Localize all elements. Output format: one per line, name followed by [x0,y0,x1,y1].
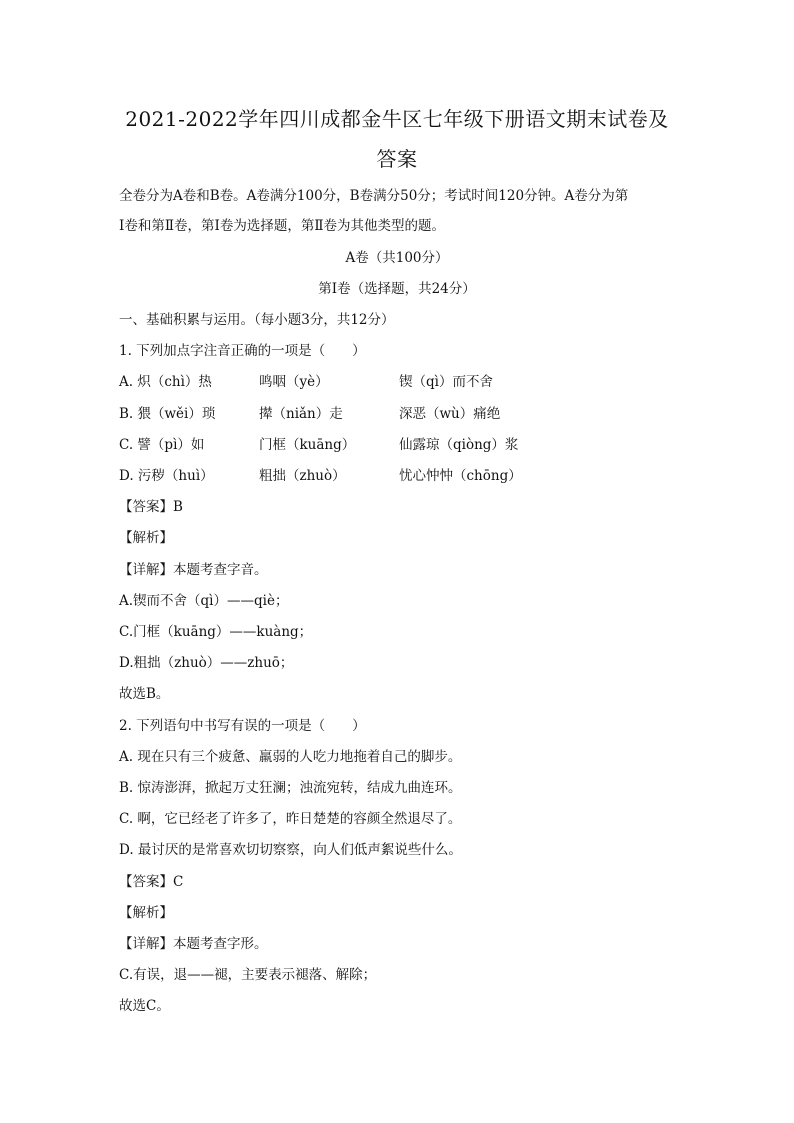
q2-note-c: C.有误，退——褪，主要表示褪落、解除； [119,967,377,983]
q1-note-c: C.门框（kuāng）——kuàng； [119,624,313,640]
q2-answer: 【答案】C [119,874,184,890]
page-title-line2: 答案 [376,147,418,171]
q1-conclusion: 故选B。 [119,686,170,702]
q1-option-d-item1: D. 污秽（huì） [119,468,214,484]
q1-option-b-item3: 深恶（wù）痛绝 [399,406,501,422]
q1-option-b-item1: B. 猥（wěi）琐 [119,406,216,422]
q1-option-d-item2: 粗拙（zhuò） [259,468,346,484]
q1-detail: 【详解】本题考查字音。 [119,562,268,578]
q1-option-d-item3: 忧心忡忡（chōng） [399,468,522,484]
q1-option-c-item2: 门框（kuāng） [259,437,356,453]
q2-detail: 【详解】本题考查字形。 [119,936,268,952]
q2-option-b: B. 惊涛澎湃，掀起万丈狂澜；浊流宛转，结成九曲连环。 [119,780,462,796]
q2-option-d: D. 最讨厌的是常喜欢切切察察，向人们低声絮说些什么。 [119,842,462,858]
page-title-line1: 2021-2022学年四川成都金牛区七年级下册语文期末试卷及 [125,107,669,131]
q1-option-a-item3: 锲（qì）而不舍 [399,374,493,390]
q1-option-c-item3: 仙露琼（qiòng）浆 [399,437,519,453]
q1-option-b-item2: 撵（niǎn）走 [259,406,343,422]
intro-line2: Ⅰ卷和第Ⅱ卷，第Ⅰ卷为选择题，第Ⅱ卷为其他类型的题。 [119,218,446,234]
q1-note-d: D.粗拙（zhuò）——zhuō； [119,655,294,671]
q1-analysis-label: 【解析】 [119,530,173,546]
q1-stem: 1. 下列加点字注音正确的一项是（ ） [119,343,366,359]
q1-option-c-item1: C. 譬（pì）如 [119,437,205,453]
section1-heading: 一、基础积累与运用。（每小题3分，共12分） [119,312,395,328]
q2-option-c: C. 啊，它已经老了许多了，昨日楚楚的容颜全然退尽了。 [119,811,462,827]
q1-option-a-item1: A. 炽（chì）热 [119,374,212,390]
q2-conclusion: 故选C。 [119,998,170,1014]
part1-heading: 第Ⅰ卷（选择题，共24分） [318,281,476,297]
q1-note-a: A.锲而不舍（qì）——qiè； [119,593,289,609]
intro-line1: 全卷分为A卷和B卷。A卷满分100分，B卷满分50分；考试时间120分钟。A卷分为第 [119,188,629,204]
q2-analysis-label: 【解析】 [119,905,173,921]
q2-stem: 2. 下列语句中书写有误的一项是（ ） [119,718,366,734]
q2-option-a: A. 现在只有三个疲惫、羸弱的人吃力地拖着自己的脚步。 [119,749,462,765]
q1-option-a-item2: 鸣咽（yè） [259,374,329,390]
q1-answer: 【答案】B [119,499,183,515]
section-a-heading: A卷（共100分） [345,250,449,266]
